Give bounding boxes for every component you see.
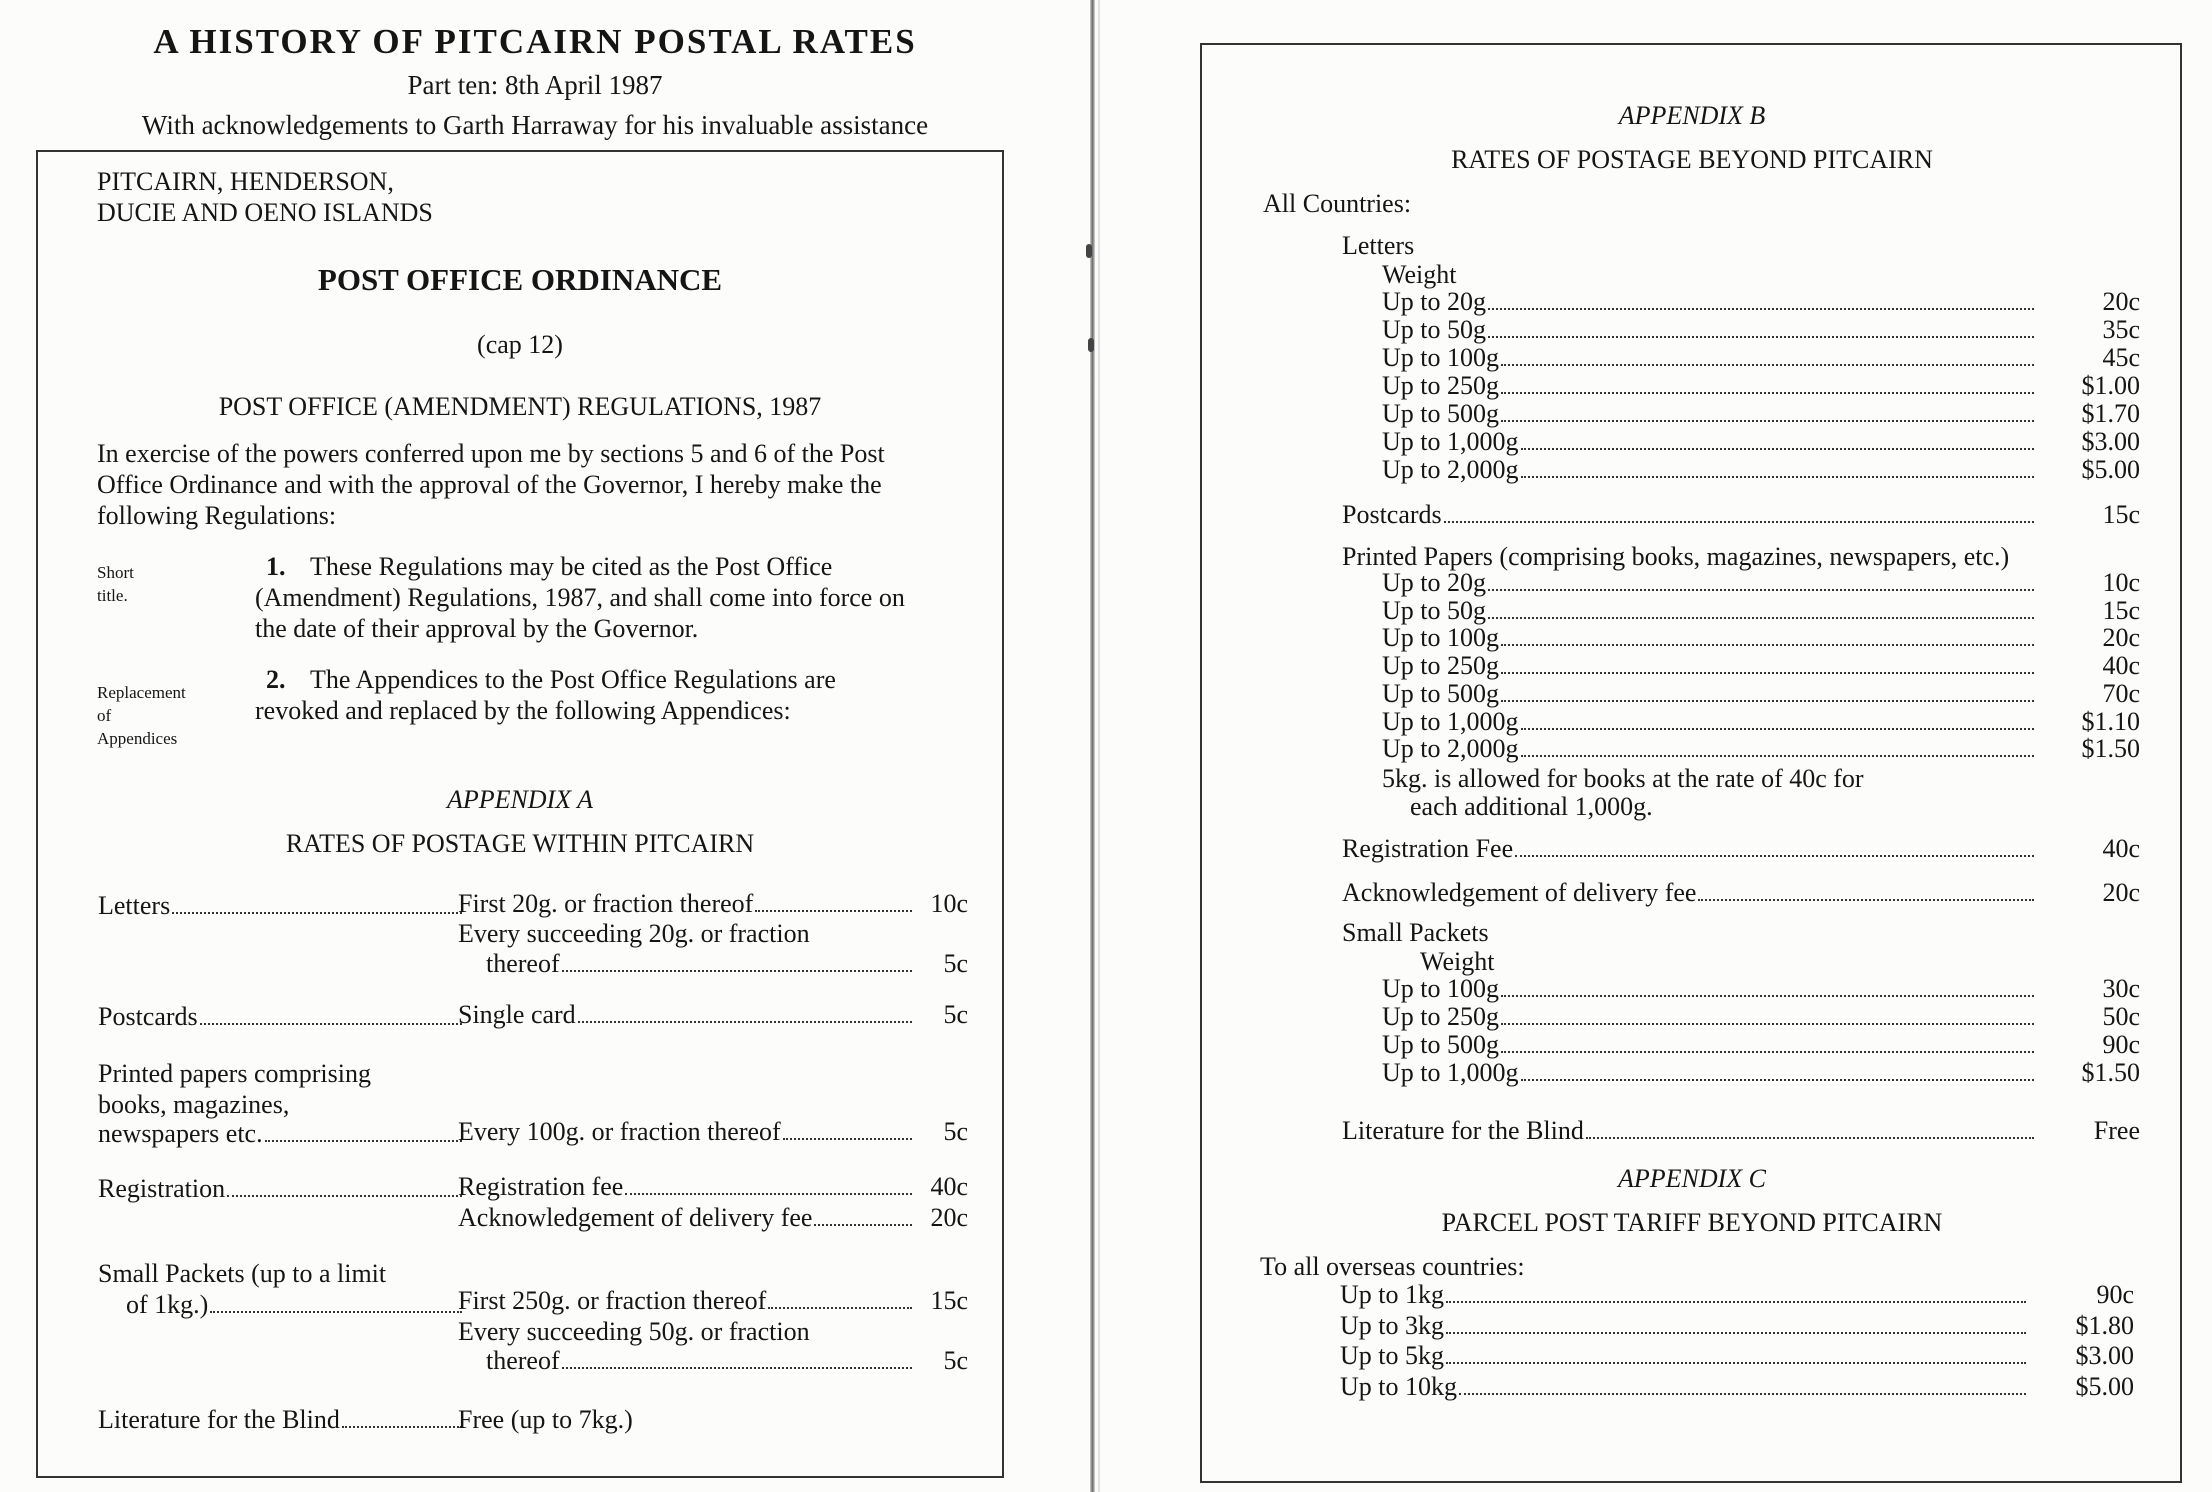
printed-papers-label: Printed Papers (comprising books, magazines, newspapers, etc.) <box>1342 542 2010 571</box>
rate-weight: Up to 1kg <box>1340 1280 1444 1309</box>
rate-value: 70c <box>2102 678 2140 708</box>
rate-row <box>1382 288 2040 316</box>
rate-value: 35c <box>2102 315 2140 344</box>
registration-fee-value: 40c <box>2102 834 2140 863</box>
small-packets-label: Small Packets <box>1342 918 1489 947</box>
rate-row <box>1340 1373 2032 1401</box>
rate-weight: Up to 500g <box>1382 678 1499 708</box>
rate-row <box>1382 652 2040 680</box>
staple-mark <box>1088 338 1094 352</box>
rate-value: $5.00 <box>2075 1371 2134 1401</box>
letters-rate-2: Every succeeding 20g. or fraction <box>458 919 810 948</box>
rate-value: 40c <box>2102 651 2140 681</box>
registration-rate-2: Acknowledgement of delivery fee <box>458 1204 918 1232</box>
rate-weight: Up to 250g <box>1382 371 1499 400</box>
intro-line-3: following Regulations: <box>97 501 337 530</box>
rate-weight: Up to 250g <box>1382 1002 1499 1031</box>
article-acknowledgement: With acknowledgements to Garth Harraway for his invaluable assistance <box>141 110 929 140</box>
dot-leader <box>1501 1023 2034 1025</box>
rate-value: 20c <box>2102 287 2140 316</box>
dot-leader <box>1446 1332 2026 1334</box>
dot-leader <box>755 910 912 912</box>
ordinance-heading: POST OFFICE ORDINANCE <box>317 262 723 297</box>
postcards-rate: Single card <box>458 1001 918 1029</box>
rate-value: $1.10 <box>2081 706 2140 736</box>
dot-leader <box>1501 420 2034 422</box>
dot-leader <box>1586 1137 2034 1139</box>
rate-row <box>1382 456 2040 484</box>
dot-leader <box>768 1307 912 1309</box>
islands-line-1: PITCAIRN, HENDERSON, <box>97 167 394 196</box>
rate-row <box>1382 1031 2040 1059</box>
dot-leader <box>1446 1362 2026 1364</box>
blind-row: Literature for the Blind <box>1342 1117 2040 1145</box>
dot-leader <box>210 1311 462 1313</box>
article-part: Part ten: 8th April 1987 <box>407 70 663 100</box>
small-packets-rate-3: thereof <box>486 1347 918 1375</box>
dot-leader <box>1501 1051 2034 1053</box>
rate-row <box>1382 1003 2040 1031</box>
rate-weight: Up to 100g <box>1382 974 1499 1003</box>
printed-papers-line-3: newspapers etc. <box>98 1120 468 1148</box>
rate-value: $1.80 <box>2075 1310 2134 1340</box>
dot-leader <box>265 1140 462 1142</box>
rate-value: $1.50 <box>2081 1058 2140 1087</box>
dot-leader <box>200 1023 462 1025</box>
rate-value: 90c <box>2102 1030 2140 1059</box>
rate-value: 50c <box>2102 1002 2140 1031</box>
letters-value-1: 10c <box>930 889 968 918</box>
rate-value: $3.00 <box>2075 1341 2134 1370</box>
dot-leader <box>1501 995 2034 997</box>
registration-fee-row: Registration Fee <box>1342 835 2040 863</box>
rate-category-letters: Letters <box>98 892 468 920</box>
dot-leader <box>625 1193 912 1195</box>
dot-leader <box>1488 308 2034 310</box>
rate-weight: Up to 5kg <box>1340 1341 1444 1370</box>
postcards-value: 5c <box>943 1000 968 1029</box>
printed-papers-value: 5c <box>943 1117 968 1146</box>
postcards-row: Postcards <box>1342 501 2040 529</box>
para-2-line-1: The Appendices to the Post Office Regulations are <box>310 665 836 694</box>
page-header <box>40 22 1030 142</box>
rate-weight: Up to 2,000g <box>1382 734 1519 764</box>
rate-row <box>1382 400 2040 428</box>
appendix-box <box>1200 43 2182 1483</box>
rate-weight: Up to 1,000g <box>1382 427 1519 456</box>
appendix-a-heading: APPENDIX A <box>446 785 594 814</box>
margin-note-short-1: Short <box>97 563 134 582</box>
postcards-value: 15c <box>2102 500 2140 529</box>
registration-value-2: 20c <box>930 1203 968 1232</box>
margin-note-repl-3: Appendices <box>97 729 178 748</box>
para-1-line-3: the date of their approval by the Governor. <box>255 614 699 643</box>
rate-category-registration: Registration <box>98 1175 468 1203</box>
dot-leader <box>1501 644 2034 646</box>
books-note-line-2: each additional 1,000g. <box>1410 792 1653 821</box>
dot-leader <box>578 1021 912 1023</box>
para-1-line-2: (Amendment) Regulations, 1987, and shall come into force on <box>255 583 905 612</box>
dot-leader <box>1501 672 2034 674</box>
dot-leader <box>1521 448 2035 450</box>
rate-weight: Up to 3kg <box>1340 1310 1444 1340</box>
rate-value: $1.50 <box>2081 734 2140 764</box>
letters-rate-1: First 20g. or fraction thereof <box>458 890 918 918</box>
margin-note-repl-1: Replacement <box>97 683 186 702</box>
appendix-c-title: PARCEL POST TARIFF BEYOND PITCAIRN <box>1441 1208 1943 1237</box>
overseas-label: To all overseas countries: <box>1260 1252 1525 1281</box>
rate-value: $5.00 <box>2081 455 2140 484</box>
blind-value: Free <box>2093 1116 2140 1145</box>
dot-leader <box>1521 1079 2035 1081</box>
rate-row <box>1382 1059 2040 1087</box>
rate-row <box>1382 316 2040 344</box>
appendix-c-heading: APPENDIX C <box>1617 1164 1767 1193</box>
letters-value-2: 5c <box>943 949 968 978</box>
rate-row <box>1382 680 2040 708</box>
rate-weight: Up to 50g <box>1382 315 1486 344</box>
dot-leader <box>1488 617 2034 619</box>
rate-row <box>1340 1312 2032 1340</box>
rate-row <box>1382 569 2040 597</box>
dot-leader <box>1446 1301 2026 1303</box>
rate-value: 90c <box>2096 1280 2134 1309</box>
rate-row <box>1382 372 2040 400</box>
printed-papers-line-1: Printed papers comprising <box>98 1059 371 1088</box>
dot-leader <box>1444 521 2034 523</box>
appendix-b-title: RATES OF POSTAGE BEYOND PITCAIRN <box>1451 145 1933 174</box>
rate-weight: Up to 250g <box>1382 651 1499 681</box>
small-packets-line-2: of 1kg.) <box>126 1291 468 1319</box>
para-2-line-2: revoked and replaced by the following Appendices: <box>255 696 791 725</box>
letters-rate-3: thereof <box>486 950 918 978</box>
acknowledgement-fee-row: Acknowledgement of delivery fee <box>1342 879 2040 907</box>
rate-weight: Up to 500g <box>1382 399 1499 428</box>
page-fold <box>1090 0 1095 1492</box>
dot-leader <box>1488 336 2034 338</box>
weight-label: Weight <box>1382 260 1457 289</box>
dot-leader <box>562 1367 912 1369</box>
rate-row <box>1382 597 2040 625</box>
rate-value: 30c <box>2102 974 2140 1003</box>
rate-weight: Up to 500g <box>1382 1030 1499 1059</box>
rate-value: 20c <box>2102 623 2140 653</box>
rate-value: 15c <box>2102 595 2140 625</box>
rate-weight: Up to 2,000g <box>1382 455 1519 484</box>
small-packets-weight-label: Weight <box>1420 947 1495 976</box>
rate-row <box>1382 975 2040 1003</box>
margin-note-repl-2: of <box>97 706 112 725</box>
dot-leader <box>1501 700 2034 702</box>
dot-leader <box>227 1195 462 1197</box>
intro-line-2: Office Ordinance and with the approval of the Governor, I hereby make the <box>97 470 882 499</box>
rate-value: 45c <box>2102 343 2140 372</box>
dot-leader <box>1515 855 2034 857</box>
article-title: A HISTORY OF PITCAIRN POSTAL RATES <box>153 22 917 61</box>
printed-papers-rate: Every 100g. or fraction thereof <box>458 1118 918 1146</box>
acknowledgement-fee-value: 20c <box>2102 878 2140 907</box>
small-packets-line-1: Small Packets (up to a limit <box>98 1259 387 1288</box>
rate-row <box>1382 428 2040 456</box>
registration-value-1: 40c <box>930 1172 968 1201</box>
appendix-b-heading: APPENDIX B <box>1618 101 1766 130</box>
dot-leader <box>1521 728 2035 730</box>
staple-mark <box>1086 244 1092 258</box>
ordinance-box <box>36 150 1004 1478</box>
rate-weight: Up to 100g <box>1382 623 1499 653</box>
blind-rate: Free (up to 7kg.) <box>458 1405 633 1434</box>
small-packets-rate-2: Every succeeding 50g. or fraction <box>458 1317 810 1346</box>
rate-category-blind: Literature for the Blind <box>98 1406 468 1434</box>
rate-weight: Up to 1,000g <box>1382 706 1519 736</box>
para-2-number: 2. <box>266 665 286 694</box>
dot-leader <box>1488 589 2034 591</box>
rate-weight: Up to 20g <box>1382 568 1486 597</box>
dot-leader <box>1521 755 2035 757</box>
islands-line-2: DUCIE AND OENO ISLANDS <box>97 198 433 227</box>
dot-leader <box>1501 392 2034 394</box>
rate-row <box>1382 735 2040 763</box>
dot-leader <box>783 1138 912 1140</box>
small-packets-rate-1: First 250g. or fraction thereof <box>458 1287 918 1315</box>
rate-value: $1.70 <box>2081 399 2140 428</box>
small-packets-value-1: 15c <box>930 1286 968 1315</box>
rate-value: $3.00 <box>2081 427 2140 456</box>
dot-leader <box>1501 364 2034 366</box>
page-fold-edge <box>1098 0 1100 1492</box>
rate-row <box>1382 624 2040 652</box>
rate-weight: Up to 10kg <box>1340 1371 1457 1401</box>
margin-note-short-2: title. <box>97 586 128 605</box>
letters-label: Letters <box>1342 231 1415 260</box>
rate-weight: Up to 100g <box>1382 343 1499 372</box>
rate-row <box>1340 1342 2032 1370</box>
dot-leader <box>1698 899 2034 901</box>
dot-leader <box>562 970 912 972</box>
dot-leader <box>172 912 462 914</box>
dot-leader <box>1459 1393 2026 1395</box>
para-1-line-1: These Regulations may be cited as the Post Office <box>310 552 833 581</box>
appendix-a-title: RATES OF POSTAGE WITHIN PITCAIRN <box>285 829 755 858</box>
rate-value: 10c <box>2102 568 2140 597</box>
printed-papers-line-2: books, magazines, <box>98 1090 290 1119</box>
regulations-heading: POST OFFICE (AMENDMENT) REGULATIONS, 1987 <box>218 392 822 421</box>
rate-category-postcards: Postcards <box>98 1003 468 1031</box>
rate-weight: Up to 50g <box>1382 595 1486 625</box>
rate-row <box>1382 344 2040 372</box>
para-1-number: 1. <box>266 552 286 581</box>
cap-number: (cap 12) <box>477 330 563 359</box>
rate-value: $1.00 <box>2081 371 2140 400</box>
dot-leader <box>342 1426 462 1428</box>
rate-weight: Up to 20g <box>1382 287 1486 316</box>
dot-leader <box>1521 476 2035 478</box>
rate-weight: Up to 1,000g <box>1382 1058 1519 1087</box>
rate-row <box>1340 1281 2032 1309</box>
small-packets-value-2: 5c <box>943 1346 968 1375</box>
all-countries-label: All Countries: <box>1263 189 1412 218</box>
registration-rate-1: Registration fee <box>458 1173 918 1201</box>
intro-line-1: In exercise of the powers conferred upon me by sections 5 and 6 of the Post <box>97 439 885 468</box>
rate-row <box>1382 708 2040 736</box>
books-note-line-1: 5kg. is allowed for books at the rate of 40c for <box>1382 764 1864 793</box>
